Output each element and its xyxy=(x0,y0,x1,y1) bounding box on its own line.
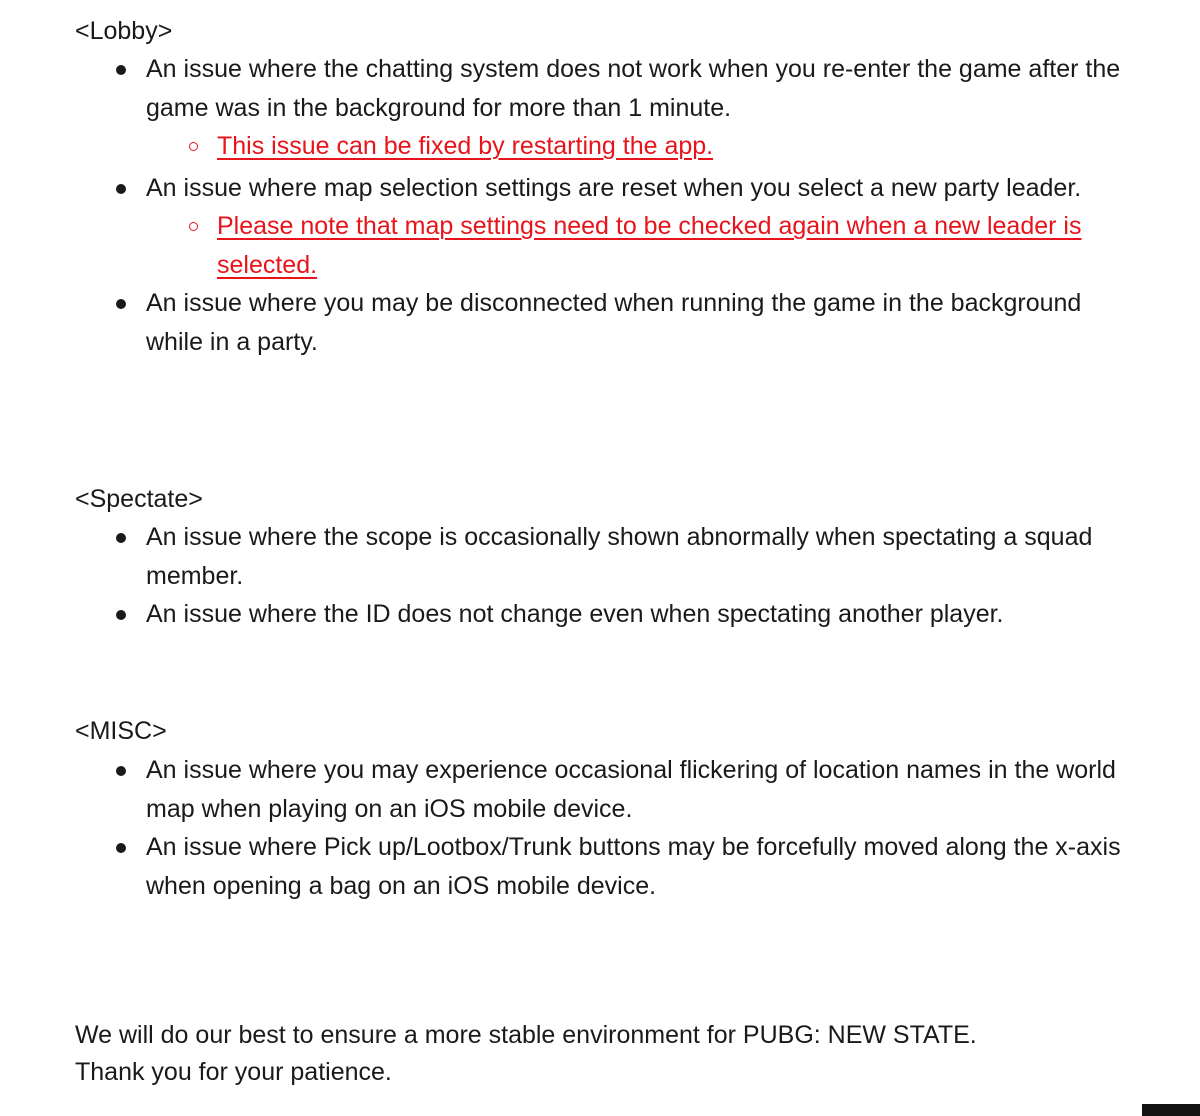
issue-text: An issue where the ID does not change even when spectating another player. xyxy=(146,600,1004,628)
issue-note-text: Please note that map settings need to be checked again when a new leader is selected. xyxy=(217,212,1082,279)
issue-text: An issue where you may experience occasional flickering of location names in the world map when playing on an iOS mobile device. xyxy=(146,756,1116,823)
list-item xyxy=(0,518,1200,595)
issue-note xyxy=(0,127,1200,166)
bullet-icon xyxy=(116,65,126,75)
bullet-icon xyxy=(116,533,126,543)
list-item xyxy=(0,169,1200,208)
corner-scrollbar-mark xyxy=(1142,1104,1200,1116)
list-item xyxy=(0,50,1200,127)
hollow-bullet-icon xyxy=(189,222,198,231)
misc-issue-list xyxy=(0,751,1200,905)
list-item xyxy=(0,595,1200,634)
issue-text: An issue where the scope is occasionally shown abnormally when spectating a squad member. xyxy=(146,523,1093,590)
issue-text: An issue where Pick up/Lootbox/Trunk buttons may be forcefully moved along the x-axis when opening a bag on an iOS mobile device. xyxy=(146,833,1121,900)
bullet-icon xyxy=(116,610,126,620)
hollow-bullet-icon xyxy=(189,142,198,151)
bullet-icon xyxy=(116,843,126,853)
spectate-issue-list xyxy=(0,518,1200,634)
list-item xyxy=(0,284,1200,361)
section-heading-misc: <MISC> xyxy=(75,717,167,745)
bullet-icon xyxy=(116,299,126,309)
issue-note-text: This issue can be fixed by restarting the app. xyxy=(217,132,714,160)
closing-thanks: Thank you for your patience. xyxy=(75,1058,392,1086)
issue-text: An issue where the chatting system does not work when you re-enter the game after the game was in the background for more than 1 minute. xyxy=(146,55,1121,122)
section-heading-lobby: <Lobby> xyxy=(75,17,173,45)
list-item xyxy=(0,828,1200,905)
issue-note xyxy=(0,207,1200,284)
closing-statement: We will do our best to ensure a more stable environment for PUBG: NEW STATE. xyxy=(75,1021,977,1049)
issue-text: An issue where you may be disconnected when running the game in the background while in a party. xyxy=(146,289,1082,356)
bullet-icon xyxy=(116,766,126,776)
issue-text: An issue where map selection settings are reset when you select a new party leader. xyxy=(146,173,1082,202)
list-item xyxy=(0,751,1200,828)
section-heading-spectate: <Spectate> xyxy=(75,485,203,513)
lobby-issue-list xyxy=(0,50,1200,361)
bullet-icon xyxy=(116,184,126,194)
